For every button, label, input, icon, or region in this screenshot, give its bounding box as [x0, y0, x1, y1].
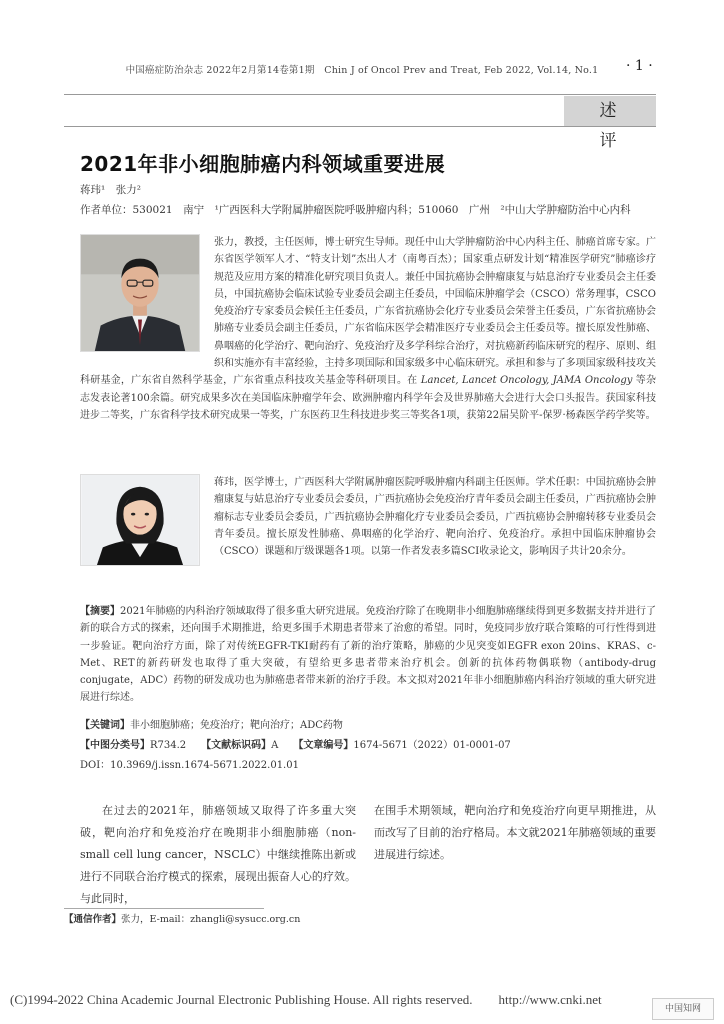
keywords-label: 【关键词】 [80, 720, 130, 731]
cnki-badge: 中国知网 [652, 998, 714, 1020]
keywords-text: 非小细胞肺癌；免疫治疗；靶向治疗；ADC药物 [130, 720, 343, 731]
author-photo-jiang [80, 474, 200, 566]
portrait-zhang-wrap [80, 234, 214, 358]
corresponding-author [64, 911, 300, 925]
doccode-value: A [271, 740, 279, 751]
author-bio-zhang [80, 234, 656, 424]
author-bio-jiang [80, 474, 656, 574]
footnote-text: 张力，E-mail：zhangli@sysucc.org.cn [121, 914, 301, 925]
bio-jiang-text: 蒋玮，医学博士，广西医科大学附属肿瘤医院呼吸肿瘤内科副主任医师。学术任职：中国抗癌协会肿瘤康复与姑息治疗专业委员会委员，广西抗癌协会免疫治疗青年委员会副主任委员，广西抗癌协会肿瘤标志专业委员会委员，广西抗癌协会肿瘤化疗专业委员会委员，广西抗癌协会肿瘤转移专业委员会青年委员。擅长原发性肺癌、鼻咽癌的化学治疗、靶向治疗、免疫治疗。承担中国临床肿瘤协会（CSCO）课题和厅级课题各1项。以第一作者发表多篇SCI收录论文，影响因子共计20余分。 [214, 477, 656, 558]
section-rule [64, 126, 656, 127]
body-column-right: 在围手术期领域，靶向治疗和免疫治疗向更早期推进，从而改写了目前的治疗格局。本文就2021年肺癌领域的重要进展进行综述。 [374, 804, 656, 861]
keywords [80, 716, 343, 731]
abstract-label: 【摘要】 [80, 606, 121, 617]
clc-label: 【中图分类号】 [80, 740, 150, 751]
clc-value: R734.2 [150, 740, 187, 751]
abstract [80, 603, 656, 707]
portrait-jiang-wrap [80, 474, 214, 574]
bio-zhang-text-a: 张力，教授，主任医师，博士研究生导师。现任中山大学肿瘤防治中心内科主任、肺癌首席专家。广东省医学领军人才、“特支计划”杰出人才（南粤百杰）；国家重点研发计划“精准医学研究”肺癌诊疗规范及应用方案的精准化研究项目负责人。兼任中国抗癌协会肿瘤康复与姑息治疗专业委员会主任委员，中国抗癌协会临床试验专业委员会副主任委员，中国临床肿瘤学会（CSCO）常务理事，CSCO免疫治疗专家委员会候任主任委员，广东省抗癌协会化疗专业委员会荣誉主任委员，广东省抗癌协会肺癌专业委员会副主任委员，广东省临床医学会精准医疗专业委员会主任委员等。擅长原发性肺癌、鼻咽癌的化学治疗、靶向治疗、免疫治疗及多学科综合治疗，对抗癌新药临床研究的程序、原则、组织和实施亦有丰富经验，主持多项国际和国家级多中心临床研究。承担和参与了多项国家级科技攻关科研基金，广东省自然科学基金，广东省重点科技攻关基金等科研项目。在 [80, 237, 656, 387]
footnote-label: 【通信作者】 [64, 914, 122, 925]
page-number: · 1 · [626, 58, 653, 74]
section-label: 述 评 [564, 96, 656, 126]
articleno-value: 1674-5671（2022）01-0001-07 [353, 740, 511, 751]
author-affiliation: 作者单位：530021 南宁 ¹广西医科大学附属肿瘤医院呼吸肿瘤内科；510060 广州 ²中山大学肿瘤防治中心内科 [80, 204, 631, 216]
bio-zhang-journals: Lancet, Lancet Oncology, JAMA Oncology [420, 375, 633, 387]
author-photo-zhang [80, 234, 200, 352]
running-header: 中国癌症防治杂志 2022年2月第14卷第1期 Chin J of Oncol Prev and Treat, Feb 2022, Vol.14, No.1 [125, 65, 599, 76]
abstract-text: 2021年肺癌的内科治疗领域取得了很多重大研究进展。免疫治疗除了在晚期非小细胞肺癌继续得到更多数据支持并进行了新的联合方式的探索，还向围手术期推进，给更多围手术期患者带来了治愈的希望。同时，免疫同步放疗联合策略的可行性得到进一步验证。靶向治疗方面，除了对传统EGFR-TKI耐药有了新的治疗策略，肺癌的少见突变如EGFR exon 20ins、KRAS、c-Met、RET的新药研发也取得了重大突破，有望给更多患者带来治疗机会。创新的抗体药物偶联物（antibody-drug conjugate，ADC）药物的研发成功也为肺癌患者带来新的治疗手段。本文拟对2021年非小细胞肺癌内科治疗领域的重大研究进展进行综述。 [80, 606, 657, 704]
articleno-label: 【文章编号】 [298, 740, 354, 751]
header-rule [64, 94, 656, 95]
doccode-label: 【文献标识码】 [206, 740, 272, 751]
footnote-rule [64, 908, 264, 909]
article-authors: 蒋玮¹ 张力² [80, 184, 141, 196]
doi: DOI：10.3969/j.issn.1674-5671.2022.01.01 [80, 760, 299, 771]
bio-zhang-text-b: 等杂志发表论著100余篇。研究成果多次在美国临床肿瘤学年会、欧洲肿瘤内科学年会及世界肺癌大会进行大会口头报告。获国家科技进步二等奖，广东省科学技术研究成果一等奖，广东医药卫生科技进步奖三等奖各1项，获第22届吴阶平-保罗·杨森医学药学奖等。 [80, 375, 657, 421]
body-column-left: 在过去的2021年，肺癌领域又取得了许多重大突破，靶向治疗和免疫治疗在晚期非小细胞肺癌（non-small cell lung cancer，NSCLC）中继续推陈出新或进行不同联合治疗模式的探索，展现出振奋人心的疗效。与此同时， [80, 804, 356, 905]
classification-line [80, 736, 511, 751]
article-title: 2021年非小细胞肺癌内科领域重要进展 [80, 152, 446, 176]
copyright-footer: (C)1994-2022 China Academic Journal Electronic Publishing House. All rights reserved. http://www.cnki.net [10, 992, 602, 1007]
